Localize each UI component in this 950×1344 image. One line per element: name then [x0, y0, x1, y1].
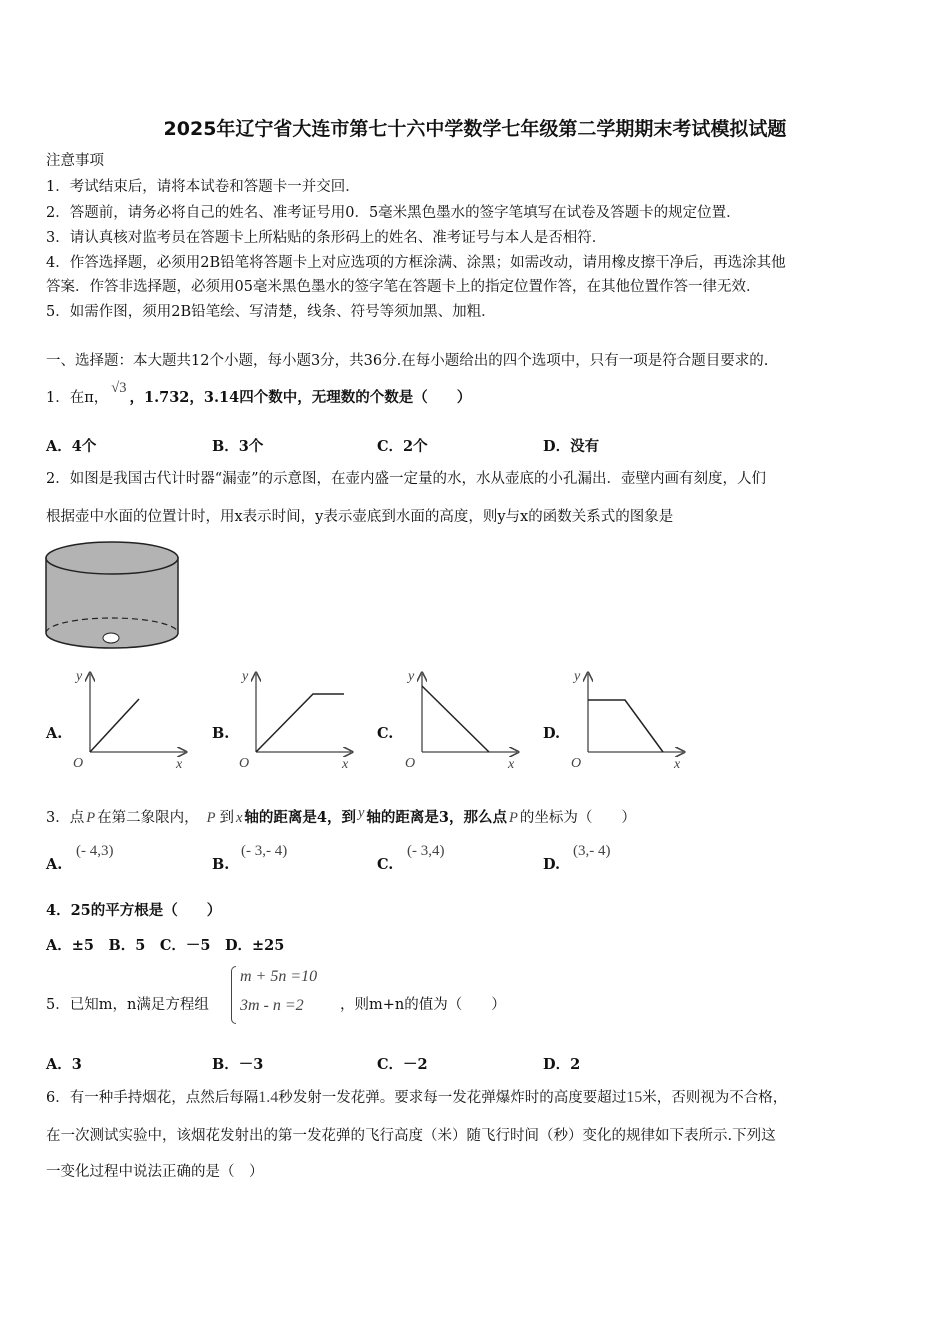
vessel-hole	[103, 633, 119, 643]
q3-option-d-value: (3,- 4)	[573, 843, 611, 859]
section-heading: 一、选择题：本大题共12个小题，每小题3分，共36分.在每小题给出的四个选项中，只有一项是符合题目要求的.	[46, 353, 769, 369]
point-p: P	[206, 810, 216, 826]
q1-option-d: D．没有	[543, 438, 600, 455]
q6-text-2: 秒发射一发花弹。要求每一发花弹爆炸时的高度要超过	[278, 1090, 627, 1106]
q3-text-6: 的坐标为（ ）	[519, 810, 636, 826]
q6-text-3: 米，否则视为不合格，	[642, 1090, 788, 1106]
notice-item: 2．答题前，请务必将自己的姓名、准考证号用0．5毫米黑色墨水的签字笔填写在试卷及答题卡的规定位置．	[46, 205, 741, 221]
origin-label: O	[571, 756, 582, 771]
q2-option-c-label: C.	[377, 725, 394, 742]
q3-option-d-label: D.	[543, 856, 561, 873]
q2-line-2: 根据壶中水面的位置计时，用x表示时间，y表示壶底到水面的高度，则y与x的函数关系式的图象是	[46, 509, 674, 525]
graph-line	[256, 694, 344, 752]
graph-line	[90, 699, 139, 752]
equation-2: 3m - n =2	[240, 997, 304, 1014]
q2-option-b-label: B.	[212, 725, 230, 742]
var-x: x	[235, 810, 243, 826]
q3-text-4: 轴的距离是4，到	[244, 809, 356, 826]
origin-label: O	[405, 756, 416, 771]
water-clock-figure	[44, 538, 184, 650]
q6-line-1	[46, 1088, 787, 1108]
q5-suffix: ，则m+n的值为（ ）	[340, 997, 506, 1013]
q1-prefix: 1．在π，	[46, 390, 109, 406]
q6-line-2: 在一次测试实验中，该烟花发射出的第一发花弹的飞行高度（米）随飞行时间（秒）变化的规律如下表所示.下列这	[46, 1128, 776, 1144]
point-p: P	[509, 810, 518, 826]
q3-option-a-value: (- 4,3)	[76, 843, 114, 859]
equation-brace	[231, 966, 236, 1024]
y-label: y	[574, 669, 581, 684]
notice-item: 答案．作答非选择题，必须用05毫米黑色墨水的签字笔在答题卡上的指定位置作答，在其他位置作答一律无效．	[46, 279, 761, 295]
notice-item: 1．考试结束后，请将本试卷和答题卡一并交回．	[46, 179, 360, 195]
graph-b	[236, 666, 361, 774]
q4-options: A．±5 B．5 C．－5 D．±25	[46, 937, 285, 954]
x-label: x	[674, 757, 681, 772]
question-3	[46, 805, 636, 828]
x-label: x	[176, 757, 183, 772]
sqrt3: √3	[111, 380, 127, 396]
q3-option-a-label: A.	[46, 856, 63, 873]
notice-heading: 注意事项	[46, 153, 104, 169]
q2-option-a-label: A.	[46, 725, 63, 742]
q5-option-d: D．2	[543, 1056, 581, 1073]
q3-text-2: 在第二象限内，	[97, 810, 199, 826]
q5-option-b: B．－3	[212, 1056, 264, 1073]
q3-option-c-value: (- 3,4)	[407, 843, 445, 859]
q3-option-b-value: (- 3,- 4)	[241, 843, 288, 859]
q1-option-a: A．4个	[46, 438, 97, 455]
q3-text-3: 到	[219, 810, 234, 826]
q5-prefix: 5．已知m，n满足方程组	[46, 997, 209, 1013]
origin-label: O	[73, 756, 84, 771]
equation-1: m + 5n =10	[240, 968, 318, 985]
notice-item: 5．如需作图，须用2B铅笔绘、写清楚，线条、符号等须加黑、加粗．	[46, 304, 496, 320]
q3-text-5: 轴的距离是3，那么点	[366, 809, 508, 826]
x-label: x	[342, 757, 349, 772]
graph-c	[402, 666, 527, 774]
graph-d	[568, 666, 693, 774]
graph-a	[70, 666, 195, 774]
q3-text-1: 3．点	[46, 810, 85, 826]
q6-height: 15	[626, 1089, 643, 1106]
graph-line	[422, 686, 489, 752]
q1-rest: ，1.732，3.14四个数中，无理数的个数是（ ）	[129, 389, 472, 406]
graph-line	[588, 700, 663, 752]
notice-item: 4．作答选择题，必须用2B铅笔将答题卡上对应选项的方框涂满、涂黑；如需改动，请用橡皮擦干净后，再选涂其他	[46, 255, 786, 271]
y-label: y	[408, 669, 415, 684]
y-label: y	[76, 669, 83, 684]
question-1	[46, 380, 472, 408]
notice-item: 3．请认真核对监考员在答题卡上所粘贴的条形码上的姓名、准考证号与本人是否相符．	[46, 230, 607, 246]
q5-option-c: C．－2	[377, 1056, 428, 1073]
page-title: 2025年辽宁省大连市第七十六中学数学七年级第二学期期末考试模拟试题	[163, 118, 787, 140]
y-label: y	[242, 669, 249, 684]
q3-option-b-label: B.	[212, 856, 230, 873]
q1-option-c: C．2个	[377, 438, 428, 455]
q1-option-b: B．3个	[212, 438, 264, 455]
x-label: x	[508, 757, 515, 772]
var-y: y	[357, 805, 365, 821]
vessel-top	[46, 542, 178, 574]
q3-option-c-label: C.	[377, 856, 394, 873]
q2-line-1: 2．如图是我国古代计时器“漏壶”的示意图，在壶内盛一定量的水，水从壶底的小孔漏出．壶壁内画有刻度，人们	[46, 471, 767, 487]
q6-interval: 1.4	[258, 1089, 279, 1106]
origin-label: O	[239, 756, 250, 771]
q5-option-a: A．3	[46, 1056, 82, 1073]
q2-option-d-label: D.	[543, 725, 561, 742]
question-4: 4．25的平方根是（ ）	[46, 902, 222, 919]
point-p: P	[86, 810, 96, 826]
q6-line-3: 一变化过程中说法正确的是（ ）	[46, 1164, 264, 1180]
q6-text-1: 6．有一种手持烟花，点然后每隔	[46, 1090, 259, 1106]
